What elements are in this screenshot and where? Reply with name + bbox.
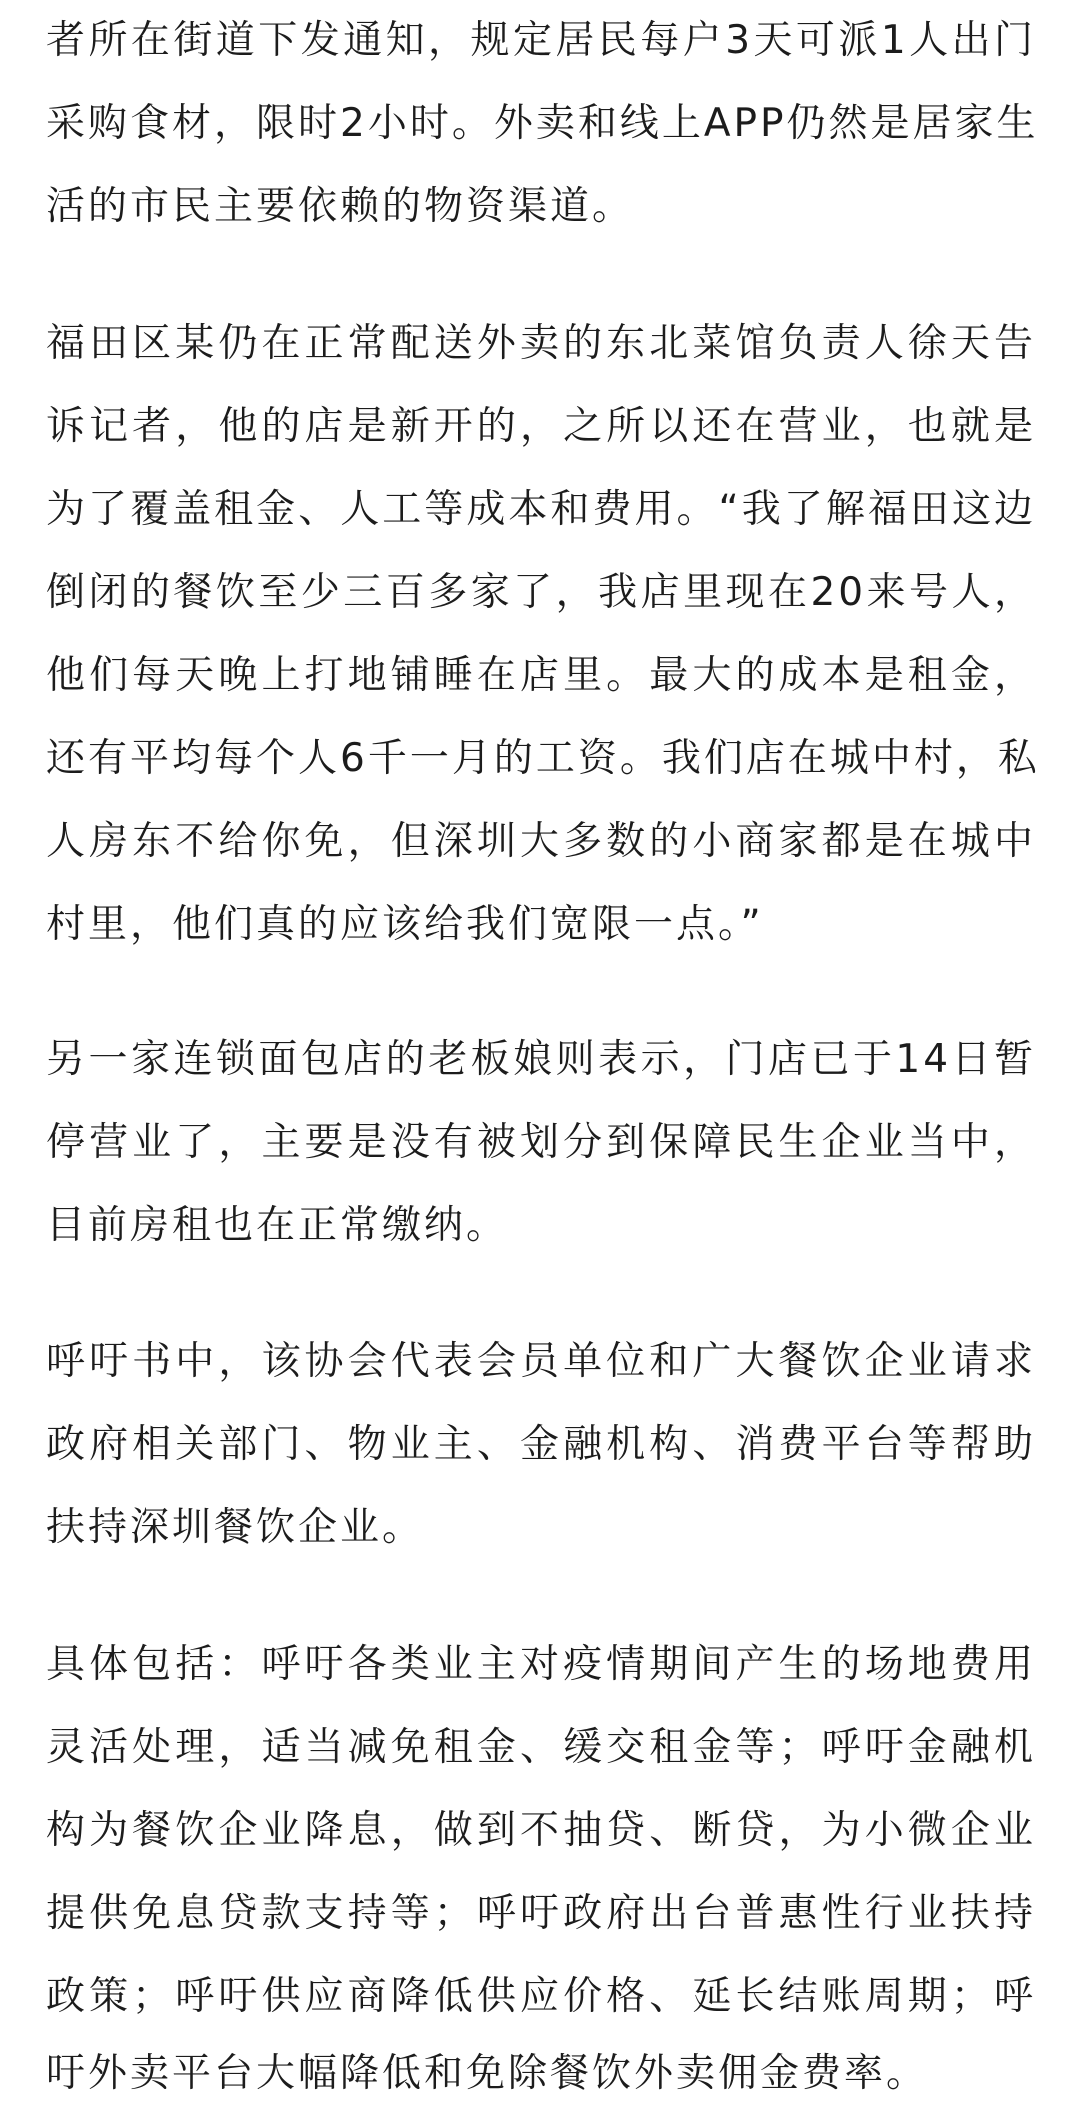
text-line: 者所在街道下发通知，规定居民每户3天可派1人出门	[46, 18, 1036, 63]
text-line: 政府相关部门、物业主、金融机构、消费平台等帮助	[46, 1422, 1036, 1467]
text-line: 呼吁书中，该协会代表会员单位和广大餐饮企业请求	[46, 1339, 1036, 1384]
text-line: 为了覆盖租金、人工等成本和费用。“我了解福田这边	[46, 487, 1036, 532]
text-line: 采购食材，限时2小时。外卖和线上APP仍然是居家生	[46, 101, 1039, 146]
text-line: 灵活处理，适当减免租金、缓交租金等；呼吁金融机	[46, 1725, 1036, 1770]
text-line: 人房东不给你免，但深圳大多数的小商家都是在城中	[46, 819, 1036, 864]
text-line: 提供免息贷款支持等；呼吁政府出台普惠性行业扶持	[46, 1891, 1036, 1936]
text-line: 构为餐饮企业降息，做到不抽贷、断贷，为小微企业	[46, 1808, 1036, 1853]
text-line: 村里，他们真的应该给我们宽限一点。”	[46, 902, 764, 947]
text-line: 扶持深圳餐饮企业。	[46, 1505, 425, 1550]
text-line: 另一家连锁面包店的老板娘则表示，门店已于14日暂	[46, 1037, 1036, 1082]
text-line: 福田区某仍在正常配送外卖的东北菜馆负责人徐天告	[46, 321, 1036, 366]
text-line: 具体包括：呼吁各类业主对疫情期间产生的场地费用	[46, 1642, 1036, 1687]
text-line: 活的市民主要依赖的物资渠道。	[46, 184, 635, 229]
text-line: 还有平均每个人6千一月的工资。我们店在城中村，私	[46, 736, 1040, 781]
text-line: 停营业了，主要是没有被划分到保障民生企业当中，	[46, 1120, 1036, 1165]
text-line: 他们每天晚上打地铺睡在店里。最大的成本是租金，	[46, 653, 1036, 698]
text-line: 诉记者，他的店是新开的，之所以还在营业，也就是	[46, 404, 1036, 449]
text-line: 政策；呼吁供应商降低供应价格、延长结账周期；呼	[46, 1974, 1036, 2019]
text-line: 吁外卖平台大幅降低和免除餐饮外卖佣金费率。	[46, 2051, 929, 2096]
text-line: 倒闭的餐饮至少三百多家了，我店里现在20来号人，	[46, 570, 1036, 615]
text-line: 目前房租也在正常缴纳。	[46, 1203, 509, 1248]
